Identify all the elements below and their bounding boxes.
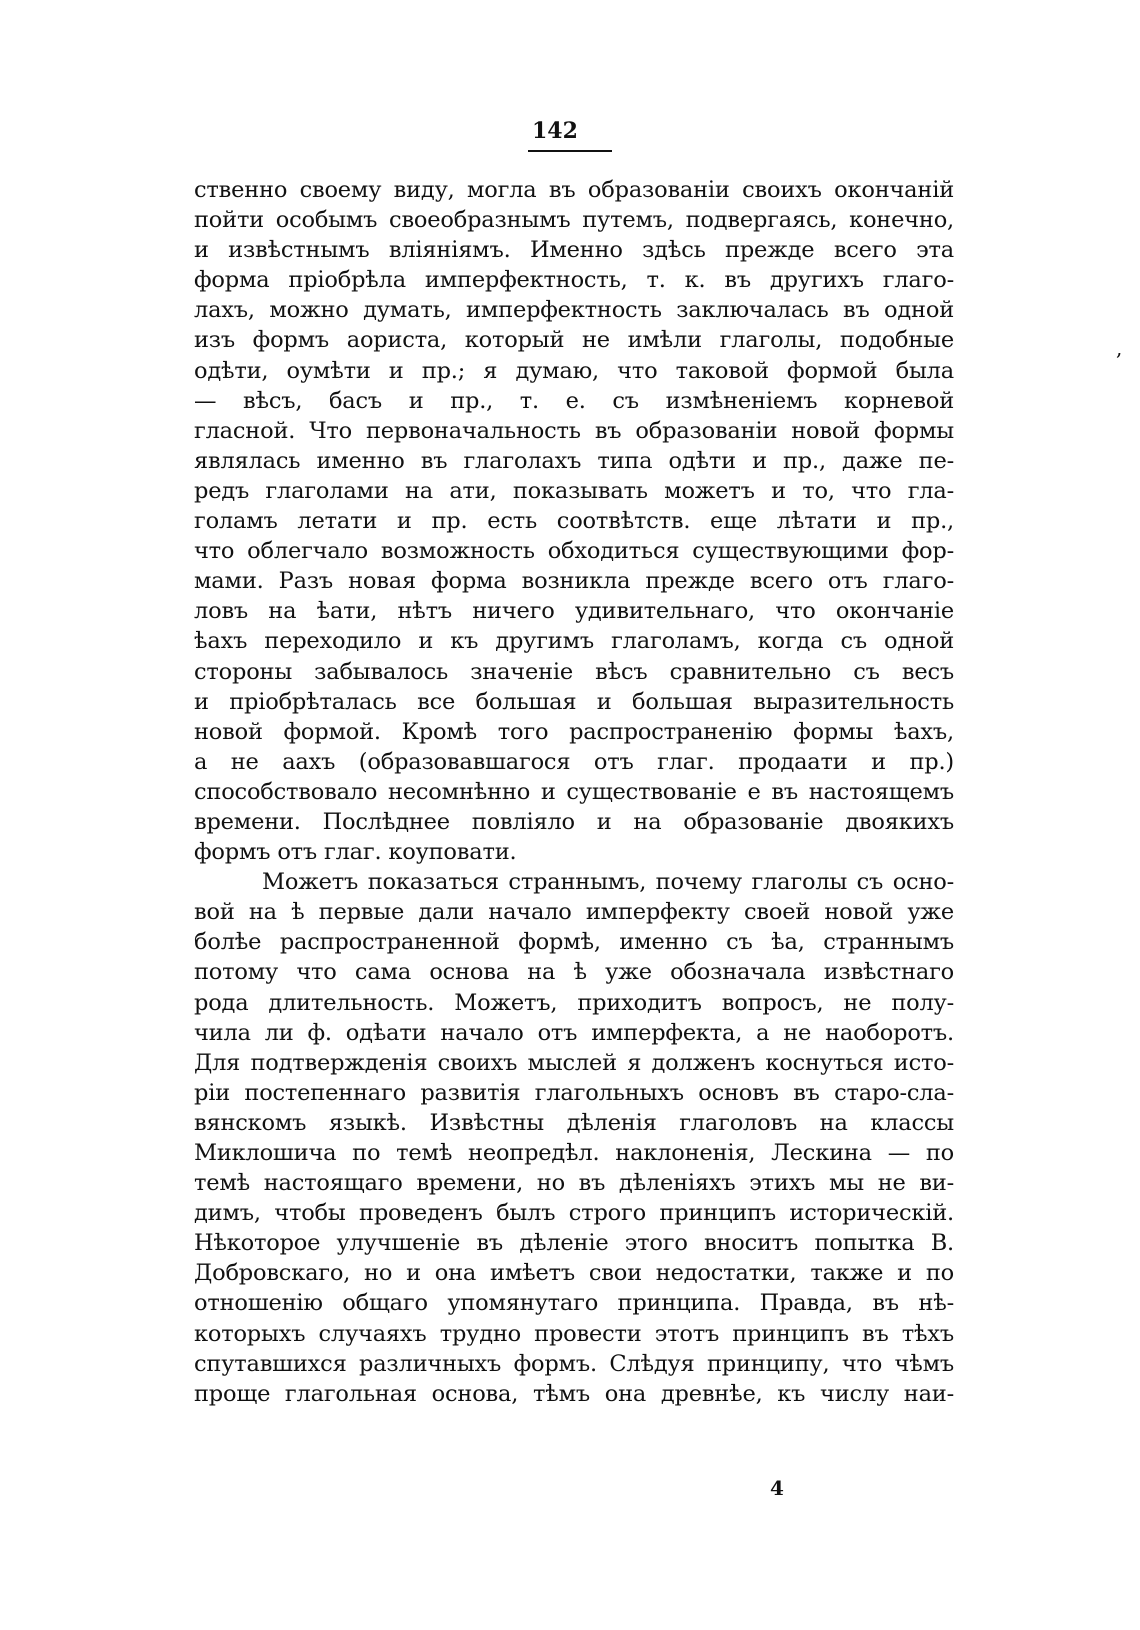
text-line: что облегчало возможность обходиться существующими фор- [194, 538, 954, 565]
text-line: отношенію общаго упомянутаго принципа. Правда, въ нѣ- [194, 1290, 954, 1317]
text-line: ріи постепеннаго развитія глагольныхъ основъ въ старо-сла- [194, 1079, 954, 1106]
text-line: вянскомъ языкѣ. Извѣстны дѣленія глаголовъ на классы [194, 1109, 954, 1136]
text-line: ѣахъ переходило и къ другимъ глаголамъ, когда съ одной [194, 628, 954, 655]
text-line: Нѣкоторое улучшеніе въ дѣленіе этого вноситъ попытка В. [194, 1230, 954, 1257]
text-line: пойти особымъ своеобразнымъ путемъ, подвергаясь, конечно, [194, 207, 954, 234]
text-line: спутавшихся различныхъ формъ. Слѣдуя принципу, что чѣмъ [194, 1350, 954, 1377]
margin-mark: , [1116, 336, 1123, 360]
text-line: вой на ѣ первые дали начало имперфекту своей новой уже [194, 899, 954, 926]
page-number-rule [528, 150, 612, 152]
text-line: ловъ на ѣати, нѣтъ ничего удивительнаго, что окончаніе [194, 598, 954, 625]
text-line: новой формой. Кромѣ того распространенію формы ѣахъ, [194, 718, 954, 745]
text-line: форма пріобрѣла имперфектность, т. к. въ другихъ глаго- [194, 267, 954, 294]
body-text [194, 175, 954, 1409]
text-line: мами. Разъ новая форма возникла прежде всего отъ глаго- [194, 568, 954, 595]
text-line: и пріобрѣталась все большая и большая выразительность [194, 688, 954, 715]
text-line: времени. Послѣднее повліяло и на образованіе двоякихъ [194, 808, 954, 835]
text-line: рода длительность. Можетъ, приходитъ вопросъ, не полу- [194, 989, 954, 1016]
text-line: Добровскаго, но и она имѣетъ свои недостатки, также и по [194, 1260, 954, 1287]
text-line: потому что сама основа на ѣ уже обозначала извѣстнаго [194, 959, 954, 986]
text-line: способствовало несомнѣнно и существованіе е въ настоящемъ [194, 778, 954, 805]
text-line: гласной. Что первоначальность въ образованіи новой формы [194, 417, 954, 444]
text-line: проще глагольная основа, тѣмъ она древнѣе, къ числу наи- [194, 1380, 954, 1407]
text-line: редъ глаголами на ати, показывать можетъ и то, что гла- [194, 477, 954, 504]
text-line: Можетъ показаться страннымъ, почему глаголы съ осно- [262, 869, 954, 896]
text-line: формъ отъ глаг. коуповати. [194, 839, 517, 866]
text-line: одѣти, оумѣти и пр.; я думаю, что таковой формой была [194, 357, 954, 384]
text-line: ственно своему виду, могла въ образованіи своихъ окончаній [194, 177, 954, 203]
signature-mark: 4 [770, 1476, 784, 1500]
text-line: изъ формъ аориста, который не имѣли глаголы, подобные [194, 327, 954, 354]
text-line: и извѣстнымъ вліяніямъ. Именно здѣсь прежде всего эта [194, 237, 954, 264]
text-line: стороны забывалось значеніе вѣсъ сравнительно съ весъ [194, 658, 954, 685]
text-line: а не аахъ (образовавшагося отъ глаг. продаати и пр.) [194, 748, 954, 775]
text-line: лахъ, можно думать, имперфектность заключалась въ одной [194, 297, 954, 324]
page-number: 142 [532, 118, 578, 144]
text-line: являлась именно въ глаголахъ типа одѣти и пр., даже пе- [194, 447, 954, 474]
text-line: голамъ летати и пр. есть соотвѣтств. еще лѣтати и пр., [194, 508, 954, 535]
text-line: чила ли ф. одѣати начало отъ имперфекта, а не наоборотъ. [194, 1019, 954, 1046]
text-line: — вѣсъ, басъ и пр., т. е. съ измѣненіемъ корневой [194, 387, 954, 414]
text-line: болѣе распространенной формѣ, именно съ ѣа, страннымъ [194, 929, 954, 956]
text-line: темѣ настоящаго времени, но въ дѣленіяхъ этихъ мы не ви- [194, 1170, 954, 1197]
text-line: которыхъ случаяхъ трудно провести этотъ принципъ въ тѣхъ [194, 1320, 954, 1347]
text-line: димъ, чтобы проведенъ былъ строго принципъ историческій. [194, 1200, 954, 1227]
text-line: Миклошича по темѣ неопредѣл. наклоненія, Лескина — по [194, 1140, 954, 1166]
text-line: Для подтвержденія своихъ мыслей я долженъ коснуться исто- [194, 1049, 954, 1076]
